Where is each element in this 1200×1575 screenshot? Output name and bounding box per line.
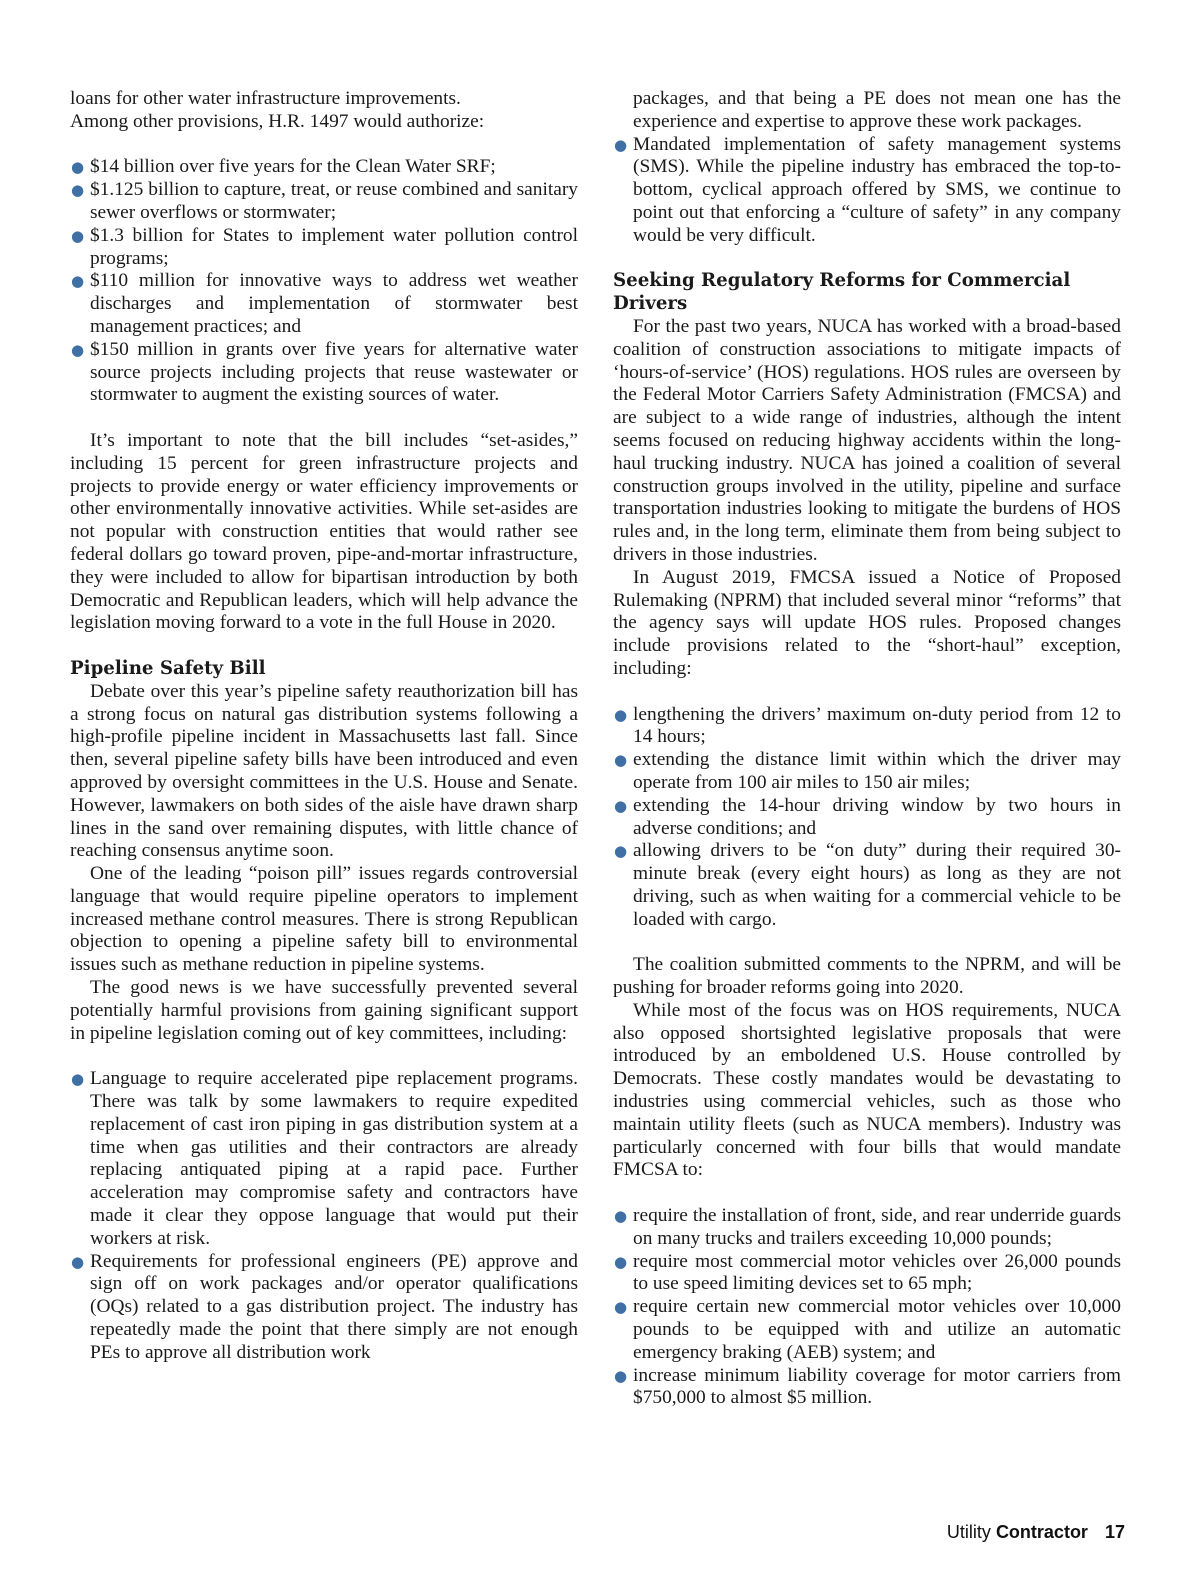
magazine-name: Utility bbox=[946, 1522, 991, 1542]
list-item: ● $150 million in grants over five years for alternative water source projects including projects that reuse wastewater or stormwater to augment the existing sources of water. bbox=[71, 338, 578, 406]
list-item: ● $14 billion over five years for the Clean Water SRF; bbox=[71, 156, 496, 178]
intro-line: loans for other water infrastructure improvements. bbox=[70, 88, 461, 109]
section-heading-drivers: Seeking Regulatory Reforms for Commercial Drivers bbox=[613, 270, 1071, 315]
list-item: ● Requirements for professional engineers (PE) approve and sign off on work packages and/or operator qualifications (OQs) related to a gas distribution project. The industry has repeatedly made the point that there simply are not enough PEs to approve all distribution work bbox=[71, 1250, 578, 1363]
bullet-icon: ● bbox=[614, 1298, 628, 1317]
fmcsa-mandates-list bbox=[613, 1205, 1121, 1410]
bullet-icon: ● bbox=[71, 272, 85, 291]
nprm-changes-list bbox=[613, 704, 1121, 932]
bullet-icon: ● bbox=[614, 842, 628, 861]
bullet-icon: ● bbox=[71, 1070, 85, 1089]
section-heading-pipeline: Pipeline Safety Bill bbox=[70, 657, 266, 679]
bullet-icon: ● bbox=[614, 1207, 628, 1226]
body-paragraph: In August 2019, FMCSA issued a Notice of Proposed Rulemaking (NPRM) that included several minor “reforms” that the agency says will update HOS rules. Proposed changes include provisions related to the “short-haul” exception, including: bbox=[613, 566, 1121, 679]
sms-list bbox=[613, 134, 1121, 248]
body-paragraph: Debate over this year’s pipeline safety reauthorization bill has a strong focus on natural gas distribution systems following a high-profile pipeline incident in Massachusetts last fall. Since then, several pipeline safety bills have been introduced and even approved by oversight committees in the U.S. House and Senate. However, lawmakers on both sides of the aisle have drawn sharp lines in the sand over remaining disputes, with little chance of reaching consensus anytime soon. bbox=[70, 680, 578, 862]
list-item: ● require certain new commercial motor vehicles over 10,000 pounds to be equipped with and utilize an automatic emergency braking (AEB) system; and bbox=[614, 1296, 1121, 1363]
bullet-icon: ● bbox=[614, 1252, 628, 1271]
list-item: ● extending the distance limit within which the driver may operate from 100 air miles to 150 air miles; bbox=[614, 749, 1121, 793]
body-paragraph: One of the leading “poison pill” issues regards controversial language that would require pipeline operators to implement increased methane control measures. There is strong Republican objection to opening a pipeline safety bill to environmental issues such as methane reduction in pipeline systems. bbox=[70, 863, 578, 976]
list-item: ● $110 million for innovative ways to address wet weather discharges and implementation of stormwater best management practices; and bbox=[71, 270, 578, 337]
list-item: ● lengthening the drivers’ maximum on-duty period from 12 to 14 hours; bbox=[614, 703, 1121, 748]
setasides-paragraph: It’s important to note that the bill includes “set-asides,” including 15 percent for green infrastructure projects and projects to provide energy or water efficiency improvements or other environmentally innovative activities. While set-asides are not popular with construction entities that would rather see federal dollars go toward proven, pipe-and-mortar infrastructure, they were included to allow for bipartisan introduction by both Democratic and Republican leaders, which will help advance the legislation moving forward to a vote in the full House in 2020. bbox=[70, 429, 578, 634]
body-paragraph: The coalition submitted comments to the NPRM, and will be pushing for broader reforms going into 2020. bbox=[613, 954, 1121, 999]
right-column bbox=[613, 88, 1121, 1410]
intro-line: Among other provisions, H.R. 1497 would authorize: bbox=[70, 110, 485, 132]
body-paragraph: The good news is we have successfully prevented several potentially harmful provisions from gaining significant support in pipeline legislation coming out of key committees, including: bbox=[70, 977, 578, 1044]
list-item: ● require most commercial motor vehicles over 26,000 pounds to use speed limiting devices set to 65 mph; bbox=[614, 1250, 1121, 1295]
bullet-icon: ● bbox=[71, 226, 85, 245]
left-column bbox=[70, 88, 578, 1365]
page-footer bbox=[947, 1522, 1125, 1543]
list-item: ● increase minimum liability coverage for motor carriers from $750,000 to almost $5 million. bbox=[614, 1364, 1121, 1409]
list-item: ● $1.125 billion to capture, treat, or reuse combined and sanitary sewer overflows or stormwater; bbox=[71, 179, 578, 223]
bullet-icon: ● bbox=[71, 340, 85, 359]
list-item: ● require the installation of front, side, and rear underride guards on many trucks and trailers exceeding 10,000 pounds; bbox=[614, 1205, 1121, 1249]
list-item: ● Language to require accelerated pipe replacement programs. There was talk by some lawmakers to require expedited replacement of cast iron piping in gas distribution system at a time when gas utilities and their contractors are already replacing antiquated piping at a rapid pace. Further acceleration may compromise safety and contractors have made it clear they oppose language that would put their workers at risk. bbox=[71, 1068, 578, 1249]
bullet-icon: ● bbox=[614, 1366, 628, 1385]
body-paragraph: For the past two years, NUCA has worked with a broad-based coalition of construction associations to mitigate impacts of ‘hours-of-service’ (HOS) regulations. HOS rules are overseen by the Federal Motor Carriers Safety Administration (FMCSA) and are subject to a wide range of industries, although the intent seems focused on reducing highway accidents within the long-haul trucking industry. NUCA has joined a coalition of several construction groups involved in the utility, pipeline and surface transportation industries looking to mitigate the burdens of HOS rules and, in the long term, eliminate them from being subject to drivers in those industries. bbox=[613, 315, 1121, 565]
authorization-list bbox=[70, 156, 578, 407]
bullet-icon: ● bbox=[614, 751, 628, 770]
bullet-icon: ● bbox=[614, 135, 628, 154]
list-item: ● allowing drivers to be “on duty” during their required 30-minute break (every eight hours) as long as they are not driving, such as when waiting for a commercial vehicle to be loaded with cargo. bbox=[614, 840, 1121, 930]
list-item: ● $1.3 billion for States to implement water pollution control programs; bbox=[71, 224, 578, 269]
body-paragraph: While most of the focus was on HOS requirements, NUCA also opposed shortsighted legislative proposals that were introduced by an emboldened U.S. House controlled by Democrats. These costly mandates would be devastating to industries using commercial vehicles, such as those who maintain utility fleets (such as NUCA members). Industry was particularly concerned with four bills that would mandate FMCSA to: bbox=[613, 999, 1121, 1181]
page-number: 17 bbox=[1104, 1522, 1125, 1542]
continued-paragraph: packages, and that being a PE does not mean one has the experience and expertise to approve these work packages. bbox=[633, 88, 1121, 132]
bullet-icon: ● bbox=[71, 158, 85, 177]
bullet-icon: ● bbox=[71, 181, 85, 200]
bullet-icon: ● bbox=[614, 705, 628, 724]
bullet-icon: ● bbox=[614, 796, 628, 815]
bullet-icon: ● bbox=[71, 1252, 85, 1271]
pipeline-provisions-list bbox=[70, 1068, 578, 1364]
list-item: ● extending the 14-hour driving window by two hours in adverse conditions; and bbox=[614, 794, 1121, 839]
magazine-name-bold: Contractor bbox=[995, 1522, 1088, 1542]
list-item: ● Mandated implementation of safety management systems (SMS). While the pipeline industry has embraced the top-to-bottom, cyclical approach offered by SMS, we continue to point out that enforcing a “culture of safety” in any company would be very difficult. bbox=[614, 133, 1121, 246]
